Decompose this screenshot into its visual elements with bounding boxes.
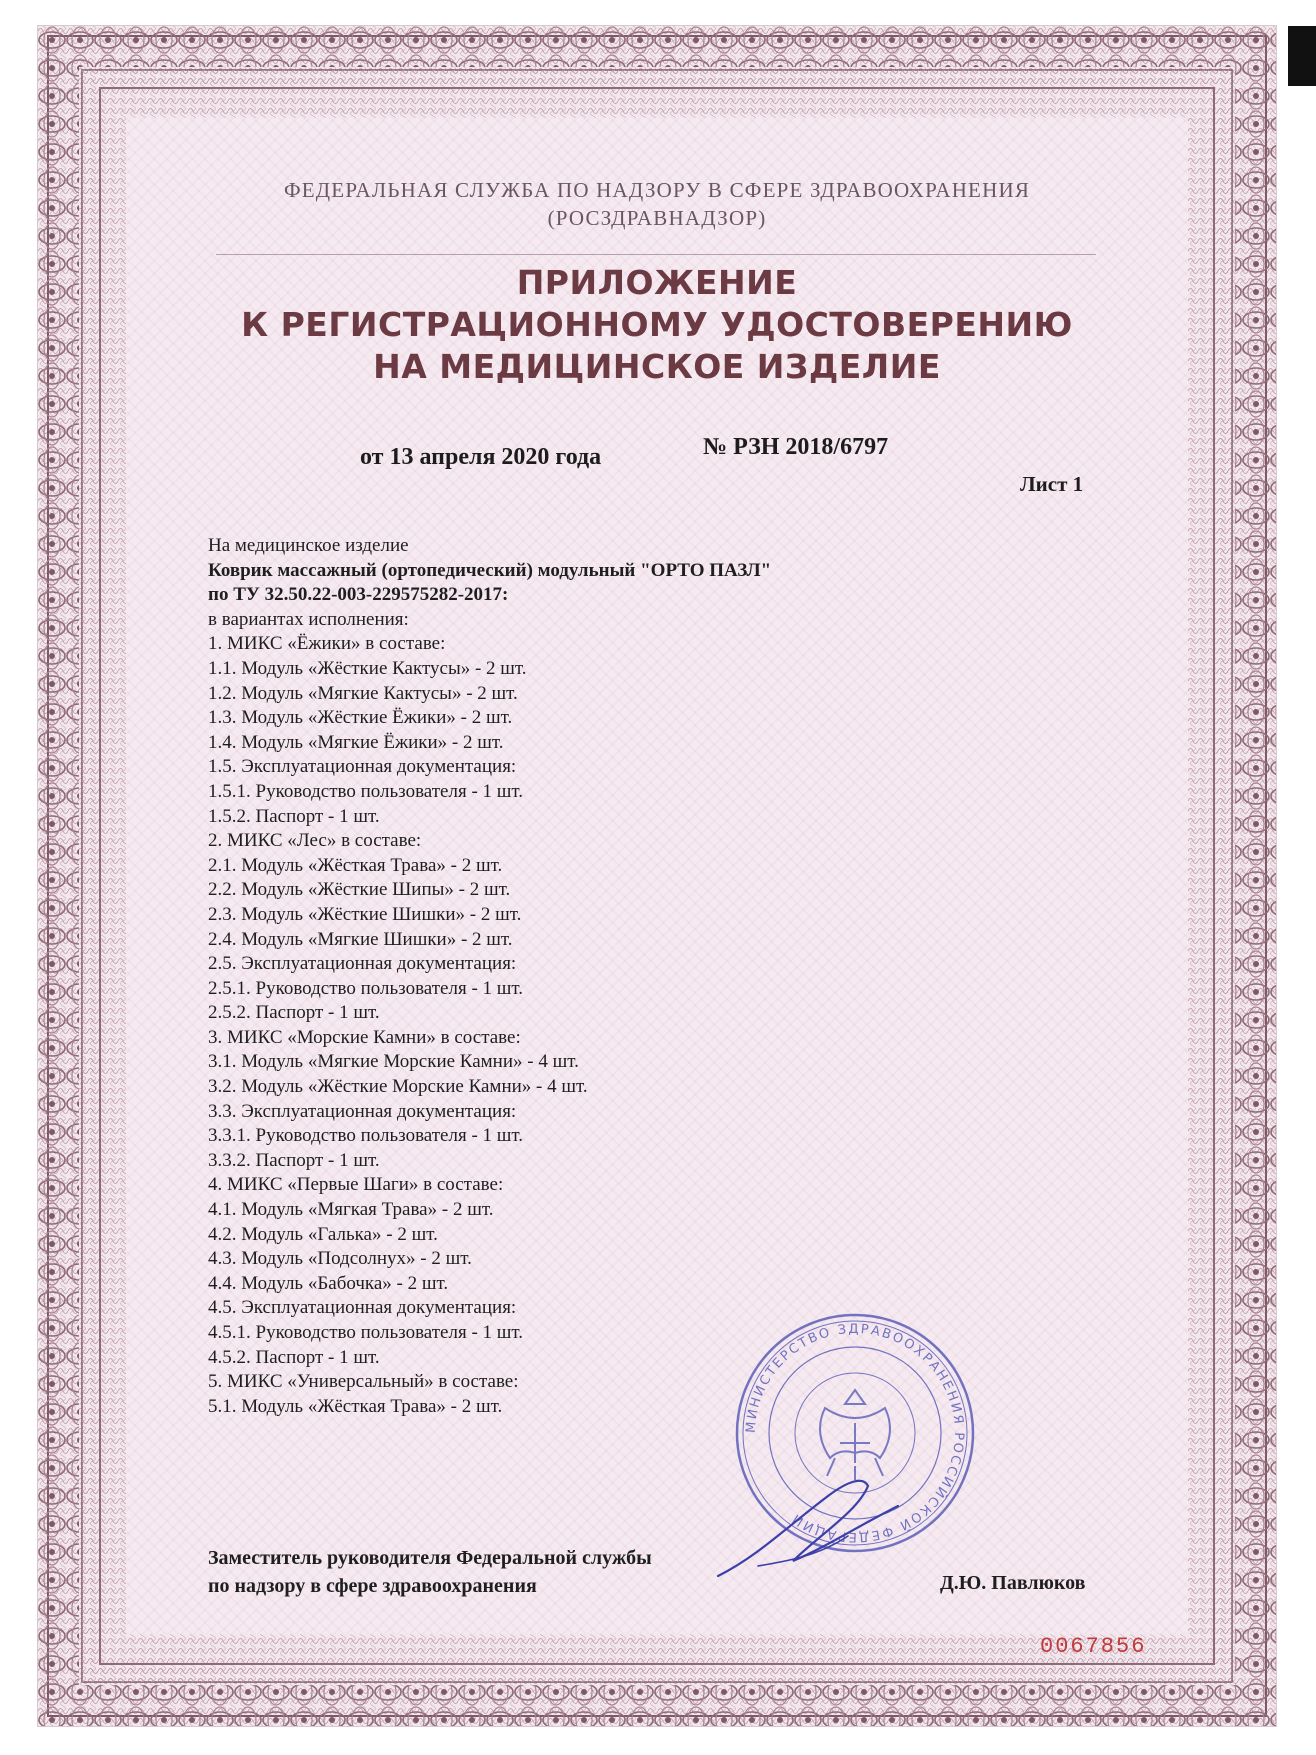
product-name: Коврик массажный (ортопедический) модульный "ОРТО ПАЗЛ" xyxy=(208,559,772,581)
issuing-agency xyxy=(38,176,1276,232)
text-line: 3. МИКС «Морские Камни» в составе: xyxy=(208,1026,521,1048)
text-line: в вариантах исполнения: xyxy=(208,608,409,630)
signer-position-line-2: по надзору в сфере здравоохранения xyxy=(208,1575,537,1597)
signer-position-line-1: Заместитель руководителя Федеральной службы xyxy=(208,1547,652,1569)
technical-spec: по ТУ 32.50.22-003-229575282-2017: xyxy=(208,584,509,606)
text-line: 3.2. Модуль «Жёсткие Морские Камни» - 4 шт. xyxy=(208,1076,588,1098)
text-line: 1.5.2. Паспорт - 1 шт. xyxy=(208,805,380,827)
serial-number: 0067856 xyxy=(1040,1634,1147,1659)
text-line: 2.3. Модуль «Жёсткие Шишки» - 2 шт. xyxy=(208,903,522,925)
header-divider xyxy=(216,254,1096,255)
handwritten-signature xyxy=(698,1466,918,1596)
registration-number: № РЗН 2018/6797 xyxy=(703,434,889,460)
text-line: 2.4. Модуль «Мягкие Шишки» - 2 шт. xyxy=(208,928,513,950)
title-line-3: НА МЕДИЦИНСКОЕ ИЗДЕЛИЕ xyxy=(373,347,941,386)
text-line: 4.2. Модуль «Галька» - 2 шт. xyxy=(208,1223,438,1245)
text-line: 1.5.1. Руководство пользователя - 1 шт. xyxy=(208,780,524,802)
text-line: 2.5.1. Руководство пользователя - 1 шт. xyxy=(208,977,524,999)
sheet-number: Лист 1 xyxy=(1020,472,1084,496)
text-line: 3.3.2. Паспорт - 1 шт. xyxy=(208,1149,380,1171)
text-line: 2. МИКС «Лес» в составе: xyxy=(208,830,422,852)
text-line: 3.1. Модуль «Мягкие Морские Камни» - 4 шт. xyxy=(208,1051,579,1073)
text-line: 1.4. Модуль «Мягкие Ёжики» - 2 шт. xyxy=(208,731,504,753)
text-line: 5. МИКС «Универсальный» в составе: xyxy=(208,1371,519,1393)
text-line: 1.2. Модуль «Мягкие Кактусы» - 2 шт. xyxy=(208,682,518,704)
certificate-sheet xyxy=(38,26,1276,1726)
agency-name: ФЕДЕРАЛЬНАЯ СЛУЖБА ПО НАДЗОРУ В СФЕРЕ ЗДРАВООХРАНЕНИЯ xyxy=(283,178,1031,202)
stamp-ring-text: МИНИСТЕРСТВО ЗДРАВООХРАНЕНИЯ РОССИЙСКОЙ ФЕДЕРАЦИИ xyxy=(743,1321,967,1545)
document-title xyxy=(38,262,1276,388)
text-line: 1. МИКС «Ёжики» в составе: xyxy=(208,633,446,655)
text-line: 1.5. Эксплуатационная документация: xyxy=(208,756,517,778)
text-line: 3.3. Эксплуатационная документация: xyxy=(208,1100,517,1122)
text-line: 2.2. Модуль «Жёсткие Шипы» - 2 шт. xyxy=(208,879,511,901)
text-line: 4. МИКС «Первые Шаги» в составе: xyxy=(208,1174,504,1196)
text-line: 4.5.2. Паспорт - 1 шт. xyxy=(208,1346,380,1368)
text-line: 4.5.1. Руководство пользователя - 1 шт. xyxy=(208,1322,524,1343)
text-line: 1.3. Модуль «Жёсткие Ёжики» - 2 шт. xyxy=(208,707,513,729)
title-line-2: К РЕГИСТРАЦИОННОМУ УДОСТОВЕРЕНИЮ xyxy=(241,305,1073,344)
scan-margin-top xyxy=(0,0,1316,26)
text-line: 2.5.2. Паспорт - 1 шт. xyxy=(208,1002,380,1024)
text-line: 3.3.1. Руководство пользователя - 1 шт. xyxy=(208,1125,524,1147)
text-line: 4.4. Модуль «Бабочка» - 2 шт. xyxy=(208,1272,449,1294)
text-line: 5.1. Модуль «Жёсткая Трава» - 2 шт. xyxy=(208,1395,503,1417)
text-line: 2.1. Модуль «Жёсткая Трава» - 2 шт. xyxy=(208,854,503,876)
text-line: 2.5. Эксплуатационная документация: xyxy=(208,953,517,975)
text-line: На медицинское изделие xyxy=(208,535,409,556)
agency-abbreviation: (РОСЗДРАВНАДЗОР) xyxy=(547,206,767,230)
text-line: 4.3. Модуль «Подсолнух» - 2 шт. xyxy=(208,1248,472,1270)
signer-name: Д.Ю. Павлюков xyxy=(940,1572,1086,1594)
text-line: 4.1. Модуль «Мягкая Трава» - 2 шт. xyxy=(208,1199,494,1221)
title-line-1: ПРИЛОЖЕНИЕ xyxy=(516,263,798,302)
product-composition-text xyxy=(208,534,1068,1419)
issue-date: от 13 апреля 2020 года xyxy=(360,444,602,470)
signer-position xyxy=(208,1544,652,1600)
text-line: 1.1. Модуль «Жёсткие Кактусы» - 2 шт. xyxy=(208,657,527,679)
text-line: 4.5. Эксплуатационная документация: xyxy=(208,1297,517,1319)
scan-shadow-edge xyxy=(1288,26,1316,86)
